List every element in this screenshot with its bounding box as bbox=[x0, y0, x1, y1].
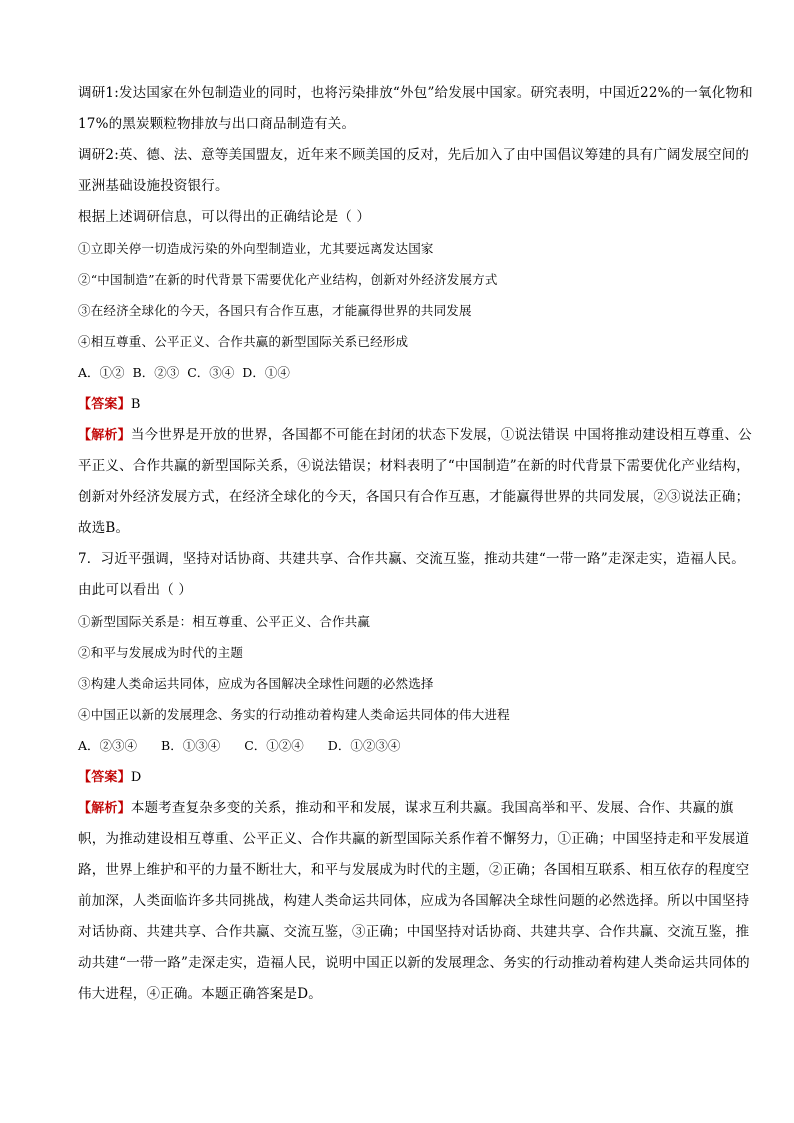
q7-option-2: ②和平与发展成为时代的主题 bbox=[78, 645, 244, 660]
q7-choice-b: B．①③④ bbox=[161, 738, 221, 753]
q7-analysis bbox=[78, 793, 754, 1010]
q7-choice-d: D．①②③④ bbox=[327, 738, 401, 753]
q7-answer-tag: 【答案】 bbox=[78, 770, 131, 785]
research-2: 调研2:英、德、法、意等美国盟友，近年来不顾美国的反对，先后加入了由中国倡议筹建的具有广阔发展空间的亚洲基础设施投资银行。 bbox=[78, 147, 750, 194]
q7-option-3: ③构建人类命运共同体，应成为各国解决全球性问题的必然选择 bbox=[78, 676, 434, 691]
q6-analysis-tag: 【解析】 bbox=[78, 428, 131, 443]
q7-choice-c: C．①②④ bbox=[244, 738, 304, 753]
q6-answer bbox=[78, 389, 754, 420]
q7-analysis-tag: 【解析】 bbox=[78, 801, 131, 816]
q7-choices bbox=[78, 730, 754, 762]
q6-stem: 根据上述调研信息，可以得出的正确结论是（ ） bbox=[78, 209, 371, 225]
q7-answer bbox=[78, 762, 754, 793]
document-content bbox=[78, 78, 754, 1010]
q6-choice-a: A．①② bbox=[78, 365, 125, 380]
q6-choice-d: D．①④ bbox=[242, 365, 290, 380]
q6-analysis bbox=[78, 420, 754, 544]
q6-choice-c: C．③④ bbox=[187, 365, 235, 380]
q6-choice-b: B．②③ bbox=[132, 365, 180, 380]
q6-option-3: ③在经济全球化的今天，各国只有合作互惠，才能赢得世界的共同发展 bbox=[78, 303, 472, 318]
q6-option-1: ①立即关停一切造成污染的外向型制造业，尤其要远离发达国家 bbox=[78, 241, 434, 256]
q7-stem: 7．习近平强调，坚持对话协商、共建共享、合作共赢、交流互鉴，推动共建“一带一路”走深走实，造福人民。由此可以看出（ ） bbox=[78, 551, 745, 598]
q6-option-2: ②“中国制造”在新的时代背景下需要优化产业结构，创新对外经济发展方式 bbox=[78, 272, 498, 287]
q7-analysis-text: 本题考查复杂多变的关系，推动和平和发展，谋求互利共赢。我国高举和平、发展、合作、共赢的旗帜，为推动建设相互尊重、公平正义、合作共赢的新型国际关系作着不懈努力，①正确；中国坚持走和平发展道路，世界上维护和平的力量不断壮大，和平与发展成为时代的主题，②正确；各国相互联系、相互依存的程度空前加深，人类面临许多共同挑战，构建人类命运共同体，应成为各国解决全球性问题的必然选择。所以中国坚持对话协商、共建共享、合作共赢、交流互鉴，③正确；中国坚持对话协商、共建共享、合作共赢、交流互鉴，推动共建“一带一路”走深走实，造福人民，说明中国正以新的发展理念、务实的行动推动着构建人类命运共同体的伟大进程，④正确。本题正确答案是D。 bbox=[78, 800, 750, 1002]
q6-answer-value: B bbox=[130, 397, 141, 412]
research-1: 调研1:发达国家在外包制造业的同时，也将污染排放“外包”给发展中国家。研究表明，中国近22%的一氧化物和17%的黑炭颗粒物排放与出口商品制造有关。 bbox=[78, 85, 753, 132]
q6-answer-tag: 【答案】 bbox=[78, 397, 131, 412]
q6-analysis-text: 当今世界是开放的世界，各国都不可能在封闭的状态下发展，①说法错误 中国将推动建设相互尊重、公平正义、合作共赢的新型国际关系，④说法错误；材料表明了“中国制造”在新的时代背景下需要优化产业结构，创新对外经济发展方式，在经济全球化的今天，各国只有合作互惠，才能赢得世界的共同发展，②③说法正确；故选B。 bbox=[78, 427, 752, 536]
q7-option-1: ①新型国际关系是：相互尊重、公平正义、合作共赢 bbox=[78, 614, 371, 629]
q7-answer-value: D bbox=[130, 770, 142, 785]
q6-choices bbox=[78, 357, 754, 389]
q7-choice-a: A．②③④ bbox=[78, 738, 138, 753]
q7-option-4: ④中国正以新的发展理念、务实的行动推动着构建人类命运共同体的伟大进程 bbox=[78, 707, 510, 722]
q6-option-4: ④相互尊重、公平正义、合作共赢的新型国际关系已经形成 bbox=[78, 334, 409, 349]
